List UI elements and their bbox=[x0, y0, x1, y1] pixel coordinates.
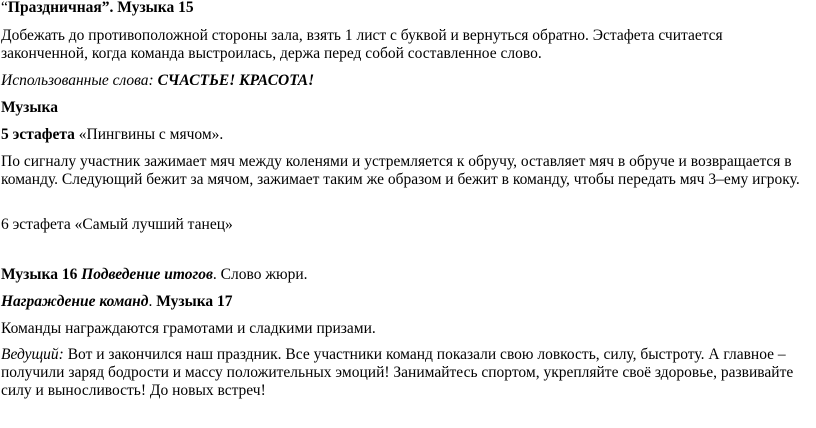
jury-word: . Слово жюри. bbox=[212, 266, 308, 283]
awarding-label: Награждение команд bbox=[1, 293, 149, 310]
awarding-dot: . bbox=[148, 293, 157, 310]
relay-heading bbox=[1, 0, 813, 17]
host-closing-speech bbox=[1, 346, 813, 400]
used-words-label: Использованные слова: bbox=[1, 72, 158, 89]
relay-title: Праздничная”. Музыка 15 bbox=[7, 0, 194, 16]
relay-5-name: «Пингвины с мячом». bbox=[74, 126, 224, 143]
music-16-line bbox=[1, 266, 813, 284]
relay-5-number: 5 эстафета bbox=[1, 126, 75, 143]
music-16: Музыка 16 bbox=[1, 266, 82, 283]
used-words-line bbox=[1, 72, 813, 90]
relay-instructions: Добежать до противоположной стороны зала, взять 1 лист с буквой и вернуться обратно. Эстафета считается законченной, когда команда выстроилась, держа перед собой составленное слово. bbox=[1, 27, 723, 62]
summary-label: Подведение итогов bbox=[81, 266, 213, 283]
music-17: Музыка 17 bbox=[156, 293, 233, 310]
awarding-line bbox=[1, 293, 813, 311]
used-words: СЧАСТЬЕ! КРАСОТА! bbox=[157, 72, 315, 89]
host-label: Ведущий: bbox=[1, 346, 64, 363]
relay-6-heading: 6 эстафета «Самый лучший танец» bbox=[1, 216, 233, 233]
relay-5-description: По сигналу участник зажимает мяч между коленями и устремляется к обручу, оставляет мяч в обруче и возвращается в команду. Следующий бежит за мячом, зажимает таким же образом и бежит в команду, чтобы передать мяч 3–ему игроку. bbox=[1, 153, 800, 188]
music-heading: Музыка bbox=[1, 99, 58, 116]
host-speech: Вот и закончился наш праздник. Все участники команд показали свою ловкость, силу, быстроту. А главное – получили заряд бодрости и массу положительных эмоций! Занимайтесь спортом, укрепляйте своё здоровье, развивайте силу и выносливость! До новых встреч! bbox=[1, 346, 794, 399]
opening-quote: “ bbox=[1, 0, 8, 16]
relay-5-heading bbox=[1, 126, 813, 144]
awarding-description: Команды награждаются грамотами и сладкими призами. bbox=[1, 320, 376, 337]
